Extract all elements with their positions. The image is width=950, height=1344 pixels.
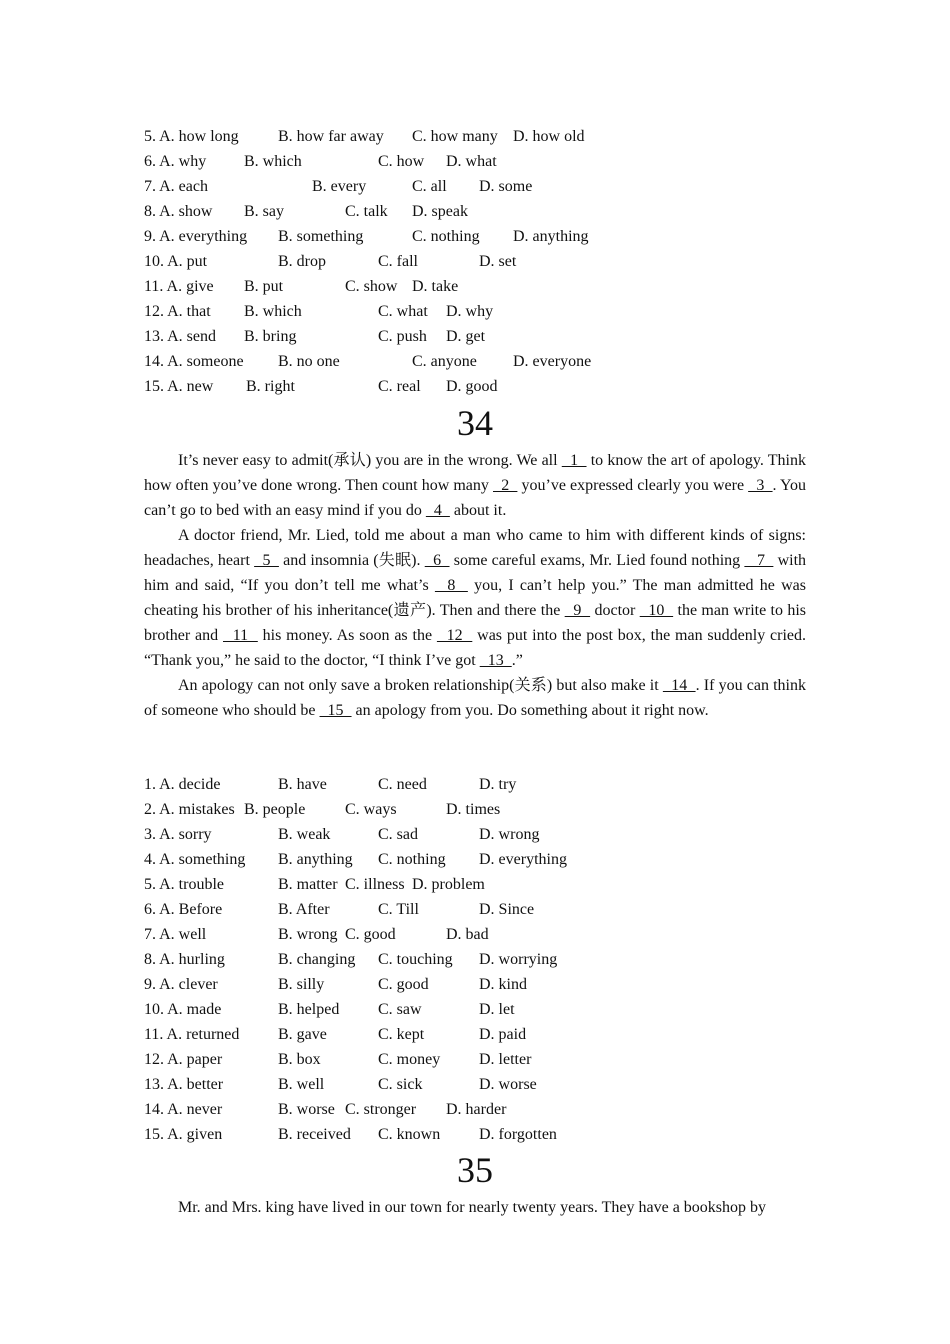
option-c: C. talk (345, 203, 388, 220)
option-c: C. how many (412, 128, 498, 145)
option-d: D. good (446, 378, 498, 395)
option-a: 1. A. decide (144, 776, 221, 793)
option-row-11 (144, 1022, 806, 1047)
option-row-13 (144, 1072, 806, 1097)
option-d: D. paid (479, 1026, 527, 1043)
section-35-heading: 35 (457, 1150, 493, 1190)
option-c: C. sick (378, 1076, 423, 1093)
blank-4: 4 (425, 502, 450, 519)
option-row-8 (144, 947, 806, 972)
option-d: D. bad (446, 926, 489, 943)
option-row-14 (144, 349, 806, 374)
option-b: B. received (278, 1126, 351, 1143)
blank-2: 2 (493, 477, 518, 494)
blank-6: 6 (424, 552, 450, 569)
option-a: 9. A. everything (144, 228, 248, 245)
passage-paragraph-3: An apology can not only save a broken relationship(关系) but also make it 14 . If you can think of someone who should be 15 an apology from you. Do something about it right now. (144, 677, 806, 719)
option-b: B. wrong (278, 926, 338, 943)
option-d: D. take (412, 278, 459, 295)
option-a: 7. A. well (144, 926, 207, 943)
option-c: C. nothing (412, 228, 480, 245)
option-d: D. how old (513, 128, 585, 145)
option-d: D. times (446, 801, 501, 818)
option-d: D. Since (479, 901, 535, 918)
option-b: B. silly (278, 976, 325, 993)
option-a: 11. A. returned (144, 1026, 240, 1043)
option-d: D. everything (479, 851, 567, 868)
option-row-10 (144, 997, 806, 1022)
option-b: B. After (278, 901, 330, 918)
option-c: C. real (378, 378, 421, 395)
option-row-15 (144, 1122, 806, 1147)
option-a: 12. A. that (144, 303, 211, 320)
option-row-2 (144, 797, 806, 822)
option-row-12 (144, 299, 806, 324)
option-c: C. touching (378, 951, 453, 968)
option-b: B. every (312, 178, 367, 195)
option-c: C. what (378, 303, 428, 320)
option-d: D. forgotten (479, 1126, 557, 1143)
option-c: C. need (378, 776, 427, 793)
option-a: 8. A. show (144, 203, 213, 220)
option-d: D. some (479, 178, 533, 195)
option-d: D. why (446, 303, 494, 320)
option-row-3 (144, 822, 806, 847)
passage-paragraph-1: Mr. and Mrs. king have lived in our town for nearly twenty years. They have a bookshop by (178, 1199, 767, 1216)
option-row-7 (144, 922, 806, 947)
option-a: 6. A. Before (144, 901, 223, 918)
option-d: D. harder (446, 1101, 507, 1118)
option-b: B. box (278, 1051, 321, 1068)
option-d: D. try (479, 776, 517, 793)
option-d: D. kind (479, 976, 527, 993)
section-33-options (144, 124, 806, 399)
option-d: D. letter (479, 1051, 532, 1068)
option-row-13 (144, 324, 806, 349)
option-a: 15. A. given (144, 1126, 223, 1143)
option-row-6 (144, 897, 806, 922)
option-b: B. weak (278, 826, 331, 843)
option-b: B. say (244, 203, 284, 220)
option-d: D. worse (479, 1076, 537, 1093)
option-a: 3. A. sorry (144, 826, 212, 843)
option-b: B. put (244, 278, 284, 295)
option-d: D. worrying (479, 951, 558, 968)
option-a: 12. A. paper (144, 1051, 223, 1068)
option-b: B. something (278, 228, 364, 245)
section-34-passage (144, 448, 806, 723)
option-a: 14. A. someone (144, 353, 244, 370)
option-a: 13. A. send (144, 328, 216, 345)
option-d: D. wrong (479, 826, 540, 843)
blank-7: 7 (744, 552, 774, 569)
option-b: B. have (278, 776, 327, 793)
option-row-12 (144, 1047, 806, 1072)
blank-9: 9 (564, 602, 591, 619)
option-c: C. nothing (378, 851, 446, 868)
passage-paragraph-1: It’s never easy to admit(承认) you are in the wrong. We all 1 to know the art of apology. Think how often you’ve done wrong. Then count how many 2 you’ve expressed clearly you were 3 . You can’t go to bed with an easy mind if you do 4 about it. (144, 452, 807, 519)
blank-13: 13 (479, 652, 512, 669)
section-34-heading: 34 (457, 403, 493, 443)
option-b: B. which (244, 303, 302, 320)
option-d: D. let (479, 1001, 515, 1018)
option-a: 6. A. why (144, 153, 207, 170)
option-a: 8. A. hurling (144, 951, 225, 968)
section-34-options (144, 772, 806, 1147)
blank-14: 14 (662, 677, 696, 694)
blank-10: 10 (639, 602, 674, 619)
option-row-9 (144, 224, 806, 249)
option-row-5 (144, 872, 806, 897)
option-a: 13. A. better (144, 1076, 224, 1093)
option-c: C. money (378, 1051, 441, 1068)
option-b: B. changing (278, 951, 356, 968)
option-row-11 (144, 274, 806, 299)
option-a: 14. A. never (144, 1101, 223, 1118)
option-a: 2. A. mistakes (144, 801, 235, 818)
option-b: B. right (246, 378, 295, 395)
option-row-5 (144, 124, 806, 149)
option-c: C. illness (345, 876, 405, 893)
option-d: D. set (479, 253, 517, 270)
option-row-1 (144, 772, 806, 797)
option-row-10 (144, 249, 806, 274)
option-a: 4. A. something (144, 851, 246, 868)
option-row-6 (144, 149, 806, 174)
option-b: B. anything (278, 851, 353, 868)
option-b: B. helped (278, 1001, 340, 1018)
option-c: C. anyone (412, 353, 477, 370)
option-a: 9. A. clever (144, 976, 218, 993)
option-c: C. good (345, 926, 396, 943)
option-row-7 (144, 174, 806, 199)
option-b: B. well (278, 1076, 325, 1093)
option-b: B. matter (278, 876, 338, 893)
option-row-9 (144, 972, 806, 997)
option-b: B. bring (244, 328, 297, 345)
option-a: 10. A. made (144, 1001, 222, 1018)
option-d: D. anything (513, 228, 589, 245)
option-b: B. worse (278, 1101, 335, 1118)
option-c: C. fall (378, 253, 418, 270)
option-c: C. show (345, 278, 398, 295)
blank-5: 5 (254, 552, 279, 569)
option-c: C. push (378, 328, 427, 345)
option-row-4 (144, 847, 806, 872)
option-b: B. drop (278, 253, 326, 270)
option-d: D. everyone (513, 353, 592, 370)
blank-8: 8 (434, 577, 468, 594)
option-c: C. saw (378, 1001, 422, 1018)
option-c: C. all (412, 178, 447, 195)
option-c: C. known (378, 1126, 441, 1143)
option-b: B. people (244, 801, 306, 818)
option-d: D. get (446, 328, 486, 345)
option-row-8 (144, 199, 806, 224)
option-b: B. which (244, 153, 302, 170)
option-a: 15. A. new (144, 378, 214, 395)
option-c: C. how (378, 153, 425, 170)
option-row-14 (144, 1097, 806, 1122)
option-c: C. sad (378, 826, 418, 843)
blank-1: 1 (561, 452, 587, 469)
option-c: C. Till (378, 901, 419, 918)
option-c: C. kept (378, 1026, 425, 1043)
passage-paragraph-2: A doctor friend, Mr. Lied, told me about a man who came to him with different kinds of signs: headaches, heart 5 and insomnia (失眠). 6 some careful exams, Mr. Lied found nothing 7 with him and said, “If you don’t tell me what’s 8 you, I can’t help you.” The man admitted he was cheating his brother of his inheritance(遗产). Then and there the 9 doctor 10 the man write to his brother and 11 his money. As soon as the 12 was put into the post box, the man suddenly cried. “Thank you,” he said to the doctor, “I think I’ve got 13 .” (144, 527, 807, 669)
option-row-15 (144, 374, 806, 399)
option-c: C. good (378, 976, 429, 993)
option-a: 5. A. how long (144, 128, 239, 145)
blank-12: 12 (436, 627, 473, 644)
option-c: C. ways (345, 801, 397, 818)
option-d: D. what (446, 153, 497, 170)
blank-15: 15 (319, 702, 352, 719)
option-b: B. how far away (278, 128, 384, 145)
option-a: 10. A. put (144, 253, 208, 270)
section-35-passage (144, 1195, 806, 1220)
option-a: 5. A. trouble (144, 876, 224, 893)
option-d: D. speak (412, 203, 468, 220)
option-a: 11. A. give (144, 278, 214, 295)
option-d: D. problem (412, 876, 485, 893)
option-b: B. no one (278, 353, 340, 370)
option-b: B. gave (278, 1026, 327, 1043)
blank-3: 3 (748, 477, 773, 494)
blank-11: 11 (223, 627, 258, 644)
option-c: C. stronger (345, 1101, 417, 1118)
option-a: 7. A. each (144, 178, 208, 195)
